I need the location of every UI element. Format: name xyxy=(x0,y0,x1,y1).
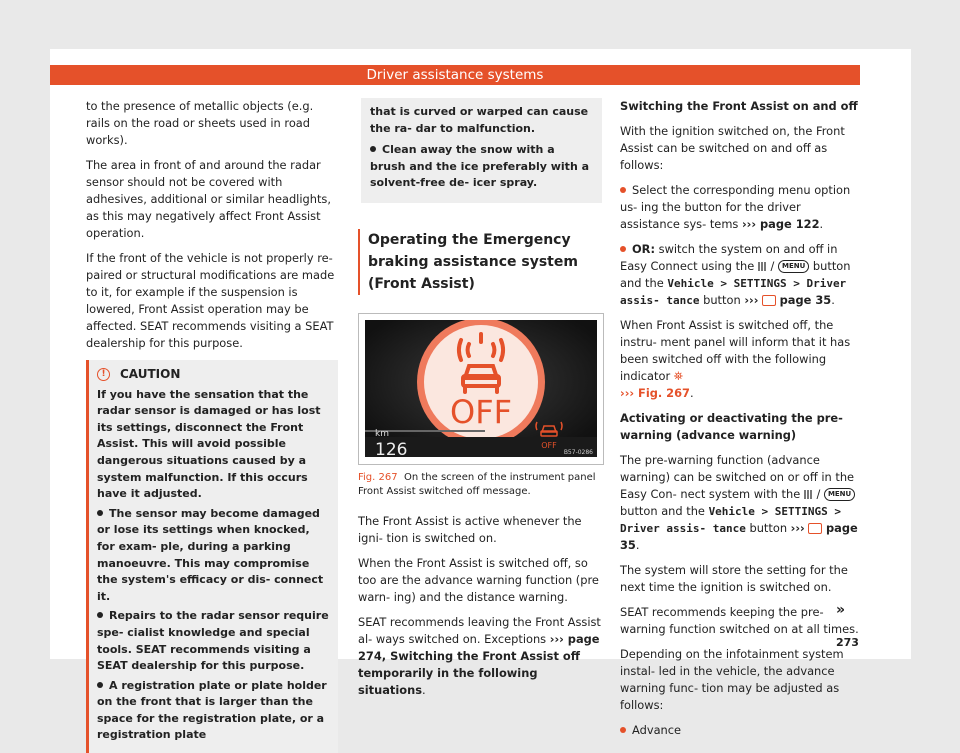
section-header: Driver assistance systems xyxy=(50,65,860,85)
bullet-icon xyxy=(620,246,626,252)
bullet-icon xyxy=(370,146,376,152)
bullet-icon xyxy=(97,612,103,618)
figure-caption: Fig. 267 On the screen of the instrument panel Front Assist switched off message. xyxy=(358,471,596,497)
speed-unit: km xyxy=(375,428,389,439)
caution-icon: ! xyxy=(97,368,110,381)
page-ref-link[interactable]: page 35 xyxy=(620,521,858,552)
book-icon xyxy=(808,523,822,534)
page-number: 273 xyxy=(836,636,859,649)
menu-path: Vehicle > SETTINGS > Driver assis- tance xyxy=(620,505,842,535)
bullet-item: OR: switch the system on and off in Easy Connect using the / MENU button and the Vehicle > SETTINGS > Driver assis- tance button ››› page 35. xyxy=(620,242,851,307)
page-ref-link[interactable]: ››› page 274, Switching the Front Assist off temporarily in the following situations xyxy=(358,631,600,697)
bullet-item: Advance xyxy=(620,722,860,739)
caution-label: CAUTION xyxy=(120,367,181,381)
menu-path: Vehicle > SETTINGS > Driver assis- tance xyxy=(620,277,847,307)
figure-number: Fig. 267 xyxy=(358,471,398,483)
paragraph: to the presence of metallic objects (e.g. rails on the road or sheets used in road works). xyxy=(86,99,314,147)
caution-continued-box xyxy=(358,98,602,203)
section-title: Operating the Emergency braking assistance system (Front Assist) xyxy=(358,229,602,295)
paragraph: With the ignition switched on, the Front Assist can be switched on and off as follows: xyxy=(620,124,845,172)
paragraph: The Front Assist is active whenever the igni- tion is switched on. xyxy=(358,513,582,545)
menu-button-icon: MENU xyxy=(778,260,809,273)
bullet-icon xyxy=(97,682,103,688)
page-ref-link[interactable]: page 35 xyxy=(779,293,832,307)
instrument-panel-screen xyxy=(365,320,597,457)
speed-value: 126 xyxy=(375,439,408,457)
bullet-icon xyxy=(620,187,626,193)
paragraph: SEAT recommends leaving the Front Assist al- ways switched on. Exceptions ››› page 274, Switching the Front Assist off temporarily in the following situations. xyxy=(358,614,601,697)
bullet-item: Select the corresponding menu option us- ing the button for the driver assistance sys- tems ››› page 122. xyxy=(620,183,851,231)
off-text: OFF xyxy=(450,392,512,431)
figure-ref-link[interactable]: ››› Fig. 267 xyxy=(620,386,690,400)
figure-267 xyxy=(358,313,604,465)
caution-item: A registration plate or plate holder on the front that is larger than the space for the registration plate, or a registration plate xyxy=(97,678,327,742)
figure-code: B57-0286 xyxy=(563,448,593,456)
paragraph: When the Front Assist is switched off, so too are the advance warning function (pre warn- ing) and the distance warning. xyxy=(358,555,599,604)
subheading: Activating or deactivating the pre-warning (advance warning) xyxy=(620,411,843,442)
caution-header xyxy=(97,366,330,383)
paragraph: The system will store the setting for the next time the ignition is switched on. xyxy=(620,563,848,594)
caution-item: The sensor may become damaged or lose its settings when knocked, for exam- ple, during a parking manoeuvre. This may compromise the system's efficacy or dis- connect it. xyxy=(97,506,324,603)
book-icon xyxy=(762,295,776,306)
bullet-icon xyxy=(620,727,626,733)
paragraph: When Front Assist is switched off, the instru- ment panel will inform that it has been switched off with the following indicator ⛯ ››› Fig. 267. xyxy=(620,318,851,400)
paragraph: Depending on the infotainment system instal- led in the vehicle, the advance warning func- tion may be adjusted as follows: xyxy=(620,647,844,712)
paragraph: If the front of the vehicle is not properly re- paired or structural modifications are made to it, for example if the suspension is lowered, Front Assist operation may be affected. SEAT recommends visiting a SEAT dealership for this purpose. xyxy=(86,251,335,350)
box-item: Clean away the snow with a brush and the ice preferably with a solvent-free de- icer spray. xyxy=(370,143,590,190)
continue-mark: » xyxy=(836,602,846,618)
menu-button-icon: MENU xyxy=(824,488,855,501)
paragraph: The area in front of and around the radar sensor should not be covered with adhesives, additional or similar headlights, as this may negatively affect Front Assist operation. xyxy=(86,158,331,240)
column-left xyxy=(86,98,338,753)
caution-box xyxy=(86,360,338,753)
subheading: Switching the Front Assist on and off xyxy=(620,99,858,113)
bullet-icon xyxy=(97,510,103,516)
column-right xyxy=(620,98,860,747)
grid-menu-icon xyxy=(804,490,813,499)
caution-item: Repairs to the radar sensor require spe- cialist knowledge and special tools. SEAT recommends visiting a SEAT dealership for this purpose. xyxy=(97,609,329,673)
front-assist-indicator-icon: ⛯ xyxy=(673,369,683,383)
page-ref-link[interactable]: ››› page 122 xyxy=(741,217,820,231)
caution-intro: If you have the sensation that the radar sensor is damaged or has lost its settings, disconnect the Front Assist. This will avoid possible dangerous situations caused by a system malfunction. If this occurs have it adjusted. xyxy=(97,387,321,501)
grid-menu-icon xyxy=(758,262,767,271)
small-off-text: OFF xyxy=(541,440,557,450)
paragraph: The pre-warning function (advance warning) can be switched on or off in the Easy Con- nect system with the / MENU button and the Vehicle > SETTINGS > Driver assis- tance button ››› page 35. xyxy=(620,453,858,552)
instrument-panel-graphic xyxy=(365,320,597,457)
paragraph: SEAT recommends keeping the pre-warning function switched on at all times. xyxy=(620,605,859,636)
box-text: that is curved or warped can cause the ra- dar to malfunction. xyxy=(370,105,589,135)
column-middle xyxy=(358,98,602,707)
